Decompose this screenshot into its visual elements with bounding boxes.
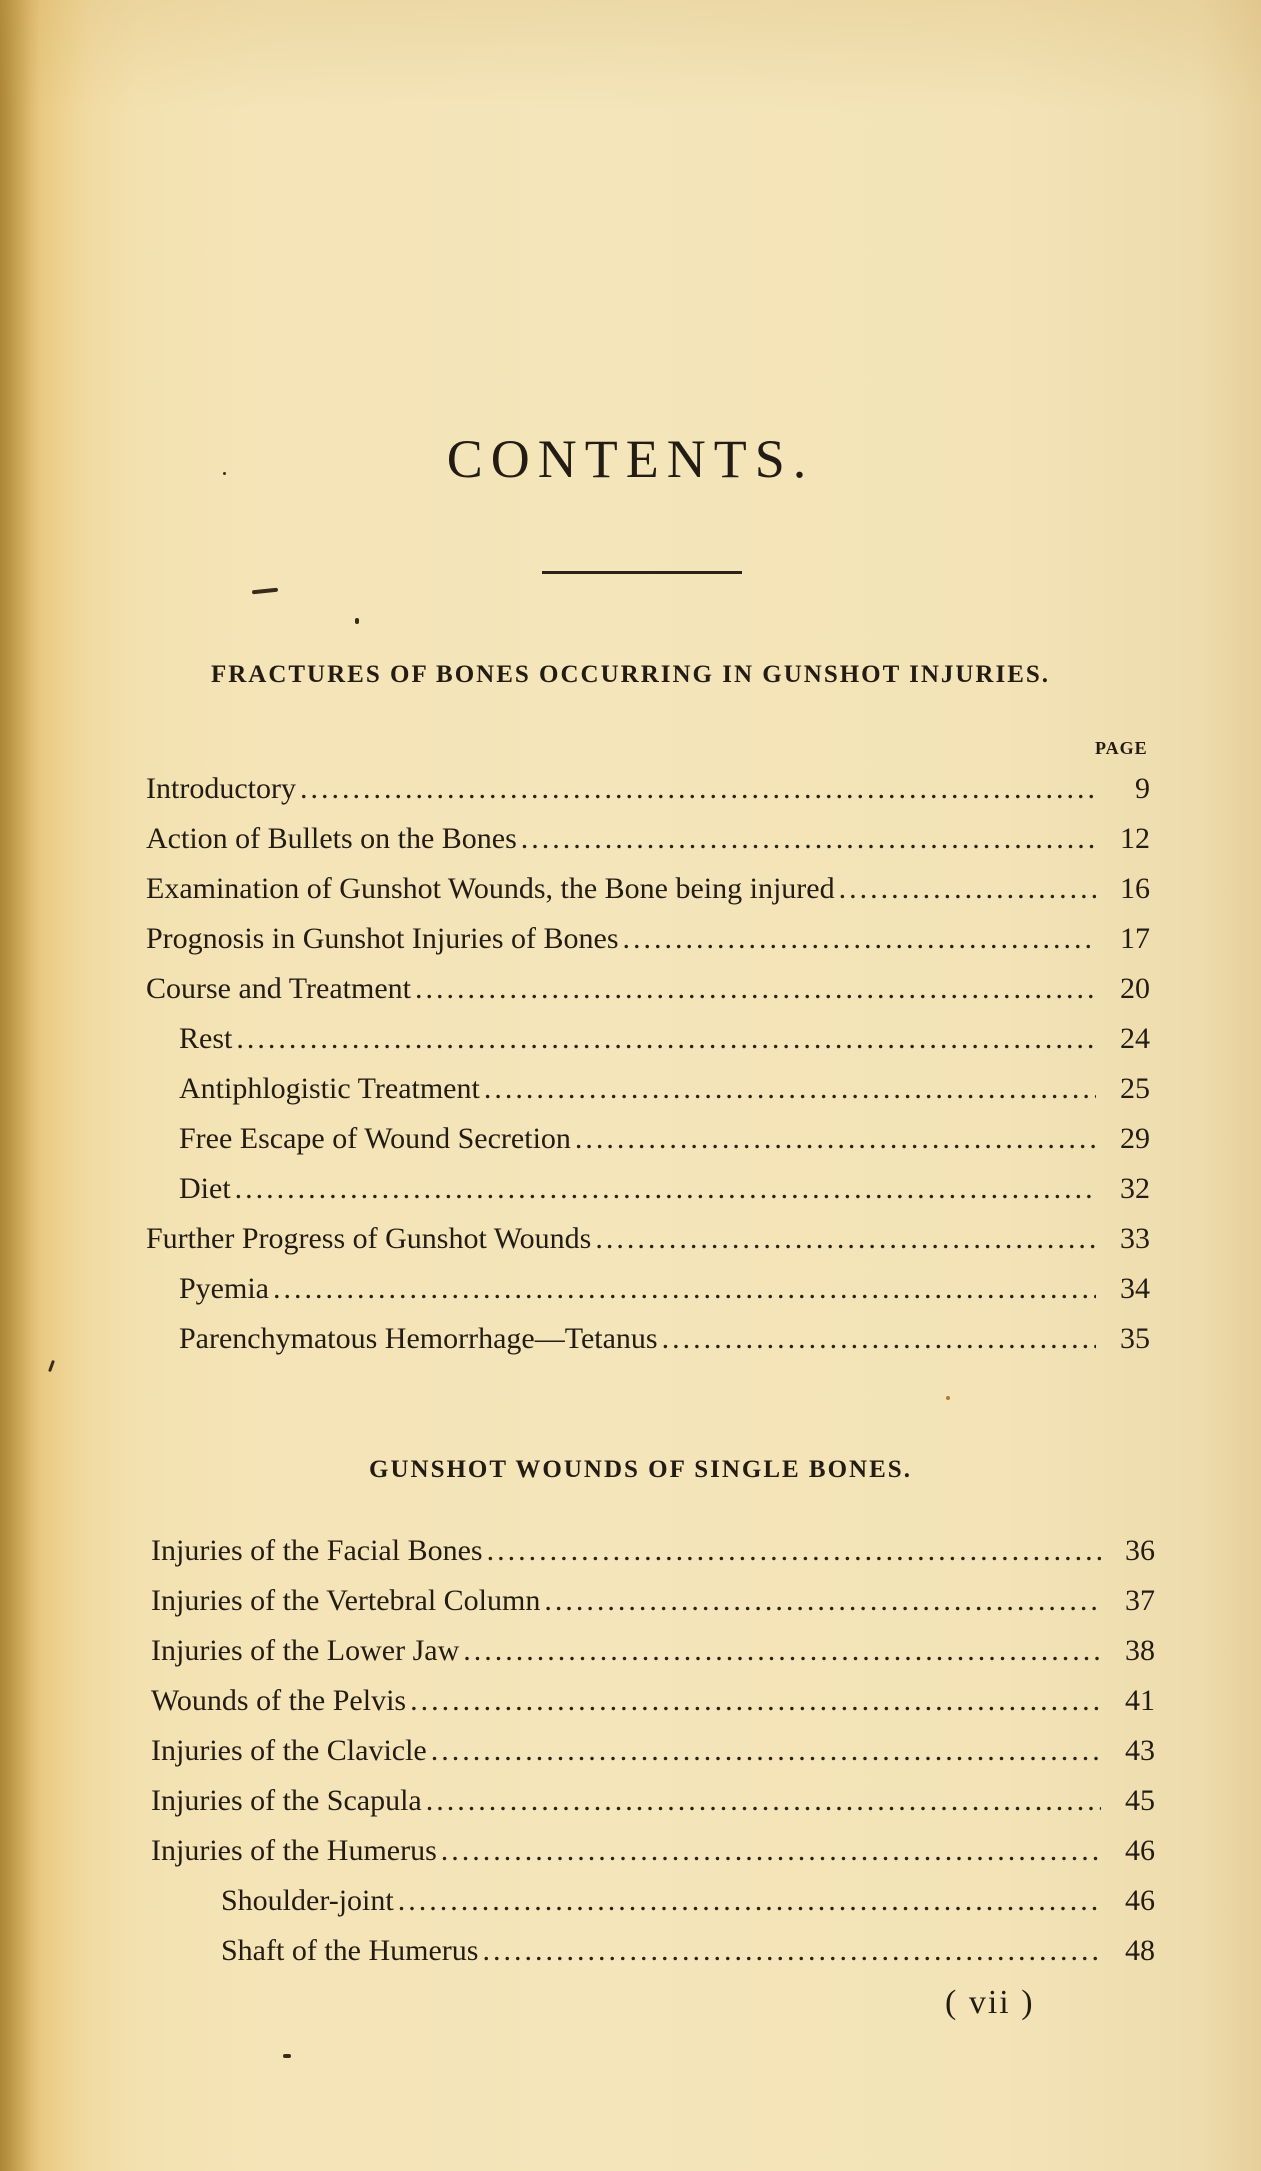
toc-entry-page-number: 46 xyxy=(1125,1834,1155,1867)
toc-entry-label: Injuries of the Clavicle xyxy=(151,1734,427,1767)
toc-entry-page-number: 16 xyxy=(1120,872,1150,905)
toc-entry-label: Introductory xyxy=(146,772,296,805)
toc-entry xyxy=(151,1584,1155,1634)
toc-entry xyxy=(146,1272,1150,1322)
toc-entry xyxy=(146,872,1150,922)
toc-entry-page-number: 46 xyxy=(1125,1884,1155,1917)
dot-leader xyxy=(236,1022,1096,1056)
toc-entry-label: Course and Treatment xyxy=(146,972,411,1005)
toc-entry xyxy=(146,1122,1150,1172)
ink-speck xyxy=(223,472,226,475)
toc-entry-page-number: 9 xyxy=(1135,772,1150,805)
dot-leader xyxy=(521,822,1096,856)
toc-entry xyxy=(146,1222,1150,1272)
toc-list-fractures xyxy=(146,772,1150,1372)
toc-entry xyxy=(151,1734,1155,1784)
toc-entry-page-number: 24 xyxy=(1120,1022,1150,1055)
dot-leader xyxy=(235,1172,1096,1206)
toc-entry-page-number: 36 xyxy=(1125,1534,1155,1567)
toc-entry-label: Injuries of the Vertebral Column xyxy=(151,1584,541,1617)
dot-leader xyxy=(487,1534,1101,1568)
toc-entry xyxy=(151,1784,1155,1834)
toc-entry-label: Shaft of the Humerus xyxy=(221,1934,479,1967)
dot-leader xyxy=(415,972,1096,1006)
toc-entry xyxy=(146,772,1150,822)
dot-leader xyxy=(595,1222,1096,1256)
toc-entry-label: Injuries of the Lower Jaw xyxy=(151,1634,460,1667)
toc-entry-page-number: 32 xyxy=(1120,1172,1150,1205)
toc-entry-label: Parenchymatous Hemorrhage—Tetanus xyxy=(179,1322,658,1355)
toc-entry-label: Injuries of the Scapula xyxy=(151,1784,422,1817)
toc-entry xyxy=(151,1684,1155,1734)
toc-entry-page-number: 48 xyxy=(1125,1934,1155,1967)
toc-entry xyxy=(151,1534,1155,1584)
dot-leader xyxy=(431,1734,1101,1768)
toc-entry-page-number: 41 xyxy=(1125,1684,1155,1717)
toc-entry-page-number: 17 xyxy=(1120,922,1150,955)
toc-entry-label: Further Progress of Gunshot Wounds xyxy=(146,1222,592,1255)
toc-entry-label: Examination of Gunshot Wounds, the Bone being injured xyxy=(146,872,835,905)
toc-entry-label: Shoulder-joint xyxy=(221,1884,394,1917)
dot-leader xyxy=(410,1684,1101,1718)
toc-entry-label: Wounds of the Pelvis xyxy=(151,1684,407,1717)
dot-leader xyxy=(482,1934,1101,1968)
toc-entry-label: Diet xyxy=(179,1172,231,1205)
toc-entry xyxy=(146,1072,1150,1122)
page-title: CONTENTS. xyxy=(446,429,815,489)
toc-entry xyxy=(146,1022,1150,1072)
toc-entry-label: Injuries of the Facial Bones xyxy=(151,1534,483,1567)
toc-entry xyxy=(151,1934,1155,1984)
dot-leader xyxy=(426,1784,1101,1818)
toc-entry-label: Action of Bullets on the Bones xyxy=(146,822,517,855)
dot-leader xyxy=(544,1584,1101,1618)
toc-entry xyxy=(146,922,1150,972)
toc-entry-label: Injuries of the Humerus xyxy=(151,1834,437,1867)
toc-entry-label: Prognosis in Gunshot Injuries of Bones xyxy=(146,922,619,955)
toc-entry-page-number: 38 xyxy=(1125,1634,1155,1667)
ink-speck xyxy=(946,1396,950,1400)
page-folio: ( vii ) xyxy=(945,1984,1035,2021)
ink-speck xyxy=(252,588,278,595)
ink-speck xyxy=(283,2054,291,2058)
dot-leader xyxy=(839,872,1096,906)
toc-entry-page-number: 20 xyxy=(1120,972,1150,1005)
page-column-label: PAGE xyxy=(1095,738,1148,758)
title-rule xyxy=(542,571,742,574)
toc-entry xyxy=(146,1322,1150,1372)
toc-entry xyxy=(146,1172,1150,1222)
toc-entry-page-number: 12 xyxy=(1120,822,1150,855)
dot-leader xyxy=(662,1322,1096,1356)
toc-entry-page-number: 37 xyxy=(1125,1584,1155,1617)
dot-leader xyxy=(463,1634,1101,1668)
toc-entry-label: Pyemia xyxy=(179,1272,269,1305)
section-heading-fractures: FRACTURES OF BONES OCCURRING IN GUNSHOT INJURIES. xyxy=(210,661,1051,688)
dot-leader xyxy=(398,1884,1101,1918)
toc-entry-label: Free Escape of Wound Secretion xyxy=(179,1122,571,1155)
toc-entry xyxy=(146,822,1150,872)
section-heading-single-bones: GUNSHOT WOUNDS OF SINGLE BONES. xyxy=(369,1456,912,1483)
toc-entry-page-number: 25 xyxy=(1120,1072,1150,1105)
toc-entry-page-number: 34 xyxy=(1120,1272,1150,1305)
toc-entry-label: Antiphlogistic Treatment xyxy=(179,1072,480,1105)
toc-entry-page-number: 35 xyxy=(1120,1322,1150,1355)
toc-entry-label: Rest xyxy=(179,1022,233,1055)
toc-entry xyxy=(151,1834,1155,1884)
dot-leader xyxy=(575,1122,1096,1156)
toc-list-single-bones xyxy=(151,1534,1155,1984)
toc-entry xyxy=(146,972,1150,1022)
toc-entry-page-number: 45 xyxy=(1125,1784,1155,1817)
toc-entry-page-number: 29 xyxy=(1120,1122,1150,1155)
dot-leader xyxy=(300,772,1096,806)
toc-entry-page-number: 43 xyxy=(1125,1734,1155,1767)
dot-leader xyxy=(273,1272,1096,1306)
dot-leader xyxy=(623,922,1097,956)
toc-entry-page-number: 33 xyxy=(1120,1222,1150,1255)
ink-speck xyxy=(355,618,359,624)
dot-leader xyxy=(484,1072,1096,1106)
toc-entry xyxy=(151,1634,1155,1684)
toc-entry xyxy=(151,1884,1155,1934)
dot-leader xyxy=(441,1834,1101,1868)
ink-speck xyxy=(48,1360,55,1372)
